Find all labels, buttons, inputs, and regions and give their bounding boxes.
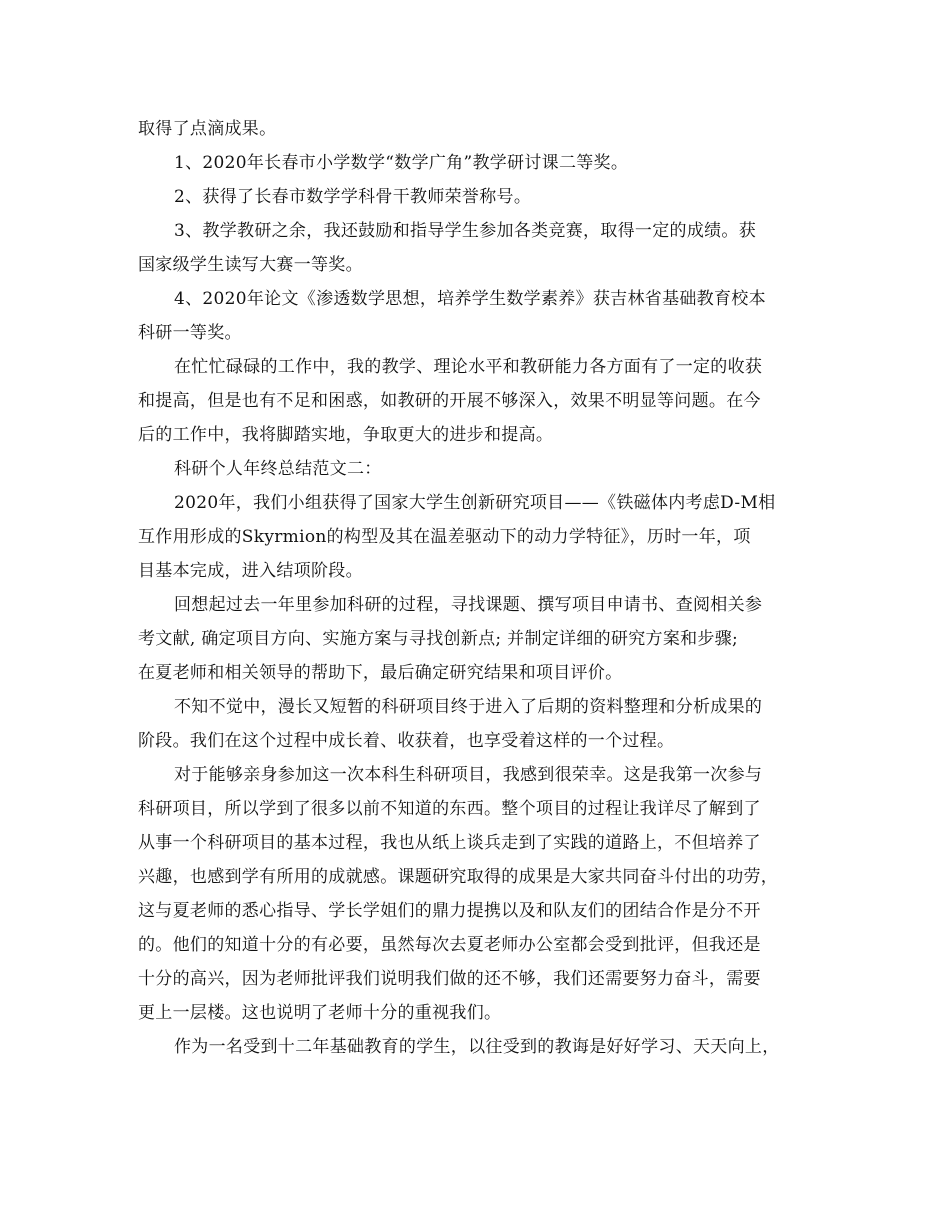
- text-line: 这与夏老师的悉心指导、学长学姐们的鼎力提携以及和队友们的团结合作是分不开: [138, 901, 761, 921]
- text-line: 2、获得了长春市数学学科骨干教师荣誉称号。: [174, 187, 532, 207]
- text-line: 在忙忙碌碌的工作中，我的教学、理论水平和教研能力各方面有了一定的收获: [174, 357, 763, 377]
- text-line: 和提高，但是也有不足和困惑，如教研的开展不够深入，效果不明显等问题。在今: [138, 391, 761, 411]
- text-line: 从事一个科研项目的基本过程，我也从纸上谈兵走到了实践的道路上，不但培养了: [138, 833, 761, 853]
- text-line: 科研项目，所以学到了很多以前不知道的东西。整个项目的过程让我详尽了解到了: [138, 799, 761, 819]
- text-line: 后的工作中，我将脚踏实地，争取更大的进步和提高。: [138, 425, 554, 445]
- text-line: 3、教学教研之余，我还鼓励和指导学生参加各类竞赛，取得一定的成绩。获: [174, 221, 757, 241]
- text-line: 不知不觉中，漫长又短暂的科研项目终于进入了后期的资料整理和分析成果的: [174, 697, 763, 717]
- text-line: 兴趣，也感到学有所用的成就感。课题研究取得的成果是大家共同奋斗付出的功劳，: [138, 867, 779, 887]
- text-line: 科研个人年终总结范文二：: [174, 459, 382, 479]
- text-line: 4、2020年论文《渗透数学思想，培养学生数学素养》获吉林省基础教育校本: [174, 289, 766, 309]
- text-line: 十分的高兴，因为老师批评我们说明我们做的还不够，我们还需要努力奋斗，需要: [138, 969, 761, 989]
- text-line: 目基本完成，进入结项阶段。: [138, 561, 363, 581]
- text-line: 取得了点滴成果。: [138, 119, 277, 139]
- text-line: 互作用形成的Skyrmion的构型及其在温差驱动下的动力学特征》，历时一年，项: [138, 527, 751, 547]
- text-line: 国家级学生读写大赛一等奖。: [138, 255, 363, 275]
- document-body: [138, 112, 824, 1064]
- text-line: 2020年，我们小组获得了国家大学生创新研究项目——《铁磁体内考虑D-M相: [174, 493, 776, 513]
- text-line: 的。他们的知道十分的有必要，虽然每次去夏老师办公室都会受到批评，但我还是: [138, 935, 761, 955]
- text-line: 回想起过去一年里参加科研的过程，寻找课题、撰写项目申请书、查阅相关参: [174, 595, 763, 615]
- text-line: 在夏老师和相关领导的帮助下，最后确定研究结果和项目评价。: [138, 663, 623, 683]
- text-line: 对于能够亲身参加这一次本科生科研项目，我感到很荣幸。这是我第一次参与: [174, 765, 763, 785]
- text-line: 考文献, 确定项目方向、实施方案与寻找创新点; 并制定详细的研究方案和步骤;: [138, 629, 739, 649]
- text-line: 更上一层楼。这也说明了老师十分的重视我们。: [138, 1003, 502, 1023]
- text-line: 科研一等奖。: [138, 323, 242, 343]
- text-line: 1、2020年长春市小学数学“数学广角”教学研讨课二等奖。: [174, 153, 629, 173]
- text-line: 阶段。我们在这个过程中成长着、收获着，也享受着这样的一个过程。: [138, 731, 675, 751]
- text-line: 作为一名受到十二年基础教育的学生，以往受到的教诲是好好学习、天天向上，: [174, 1037, 780, 1057]
